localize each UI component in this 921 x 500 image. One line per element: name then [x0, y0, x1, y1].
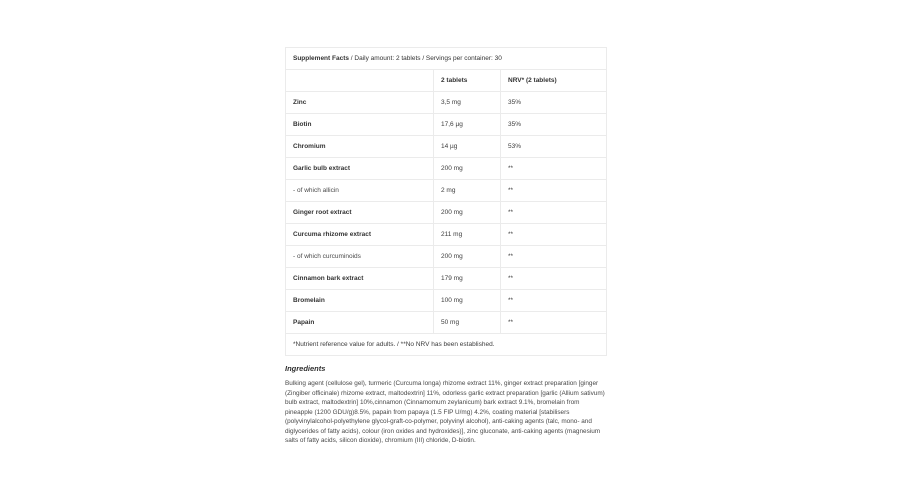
table-row-papain — [286, 312, 607, 334]
table-caption — [286, 48, 607, 70]
table-row-of-which-allicin — [286, 180, 607, 202]
nutrient-name: Bromelain — [286, 290, 434, 312]
amount-value: 100 mg — [434, 290, 501, 312]
table-row-ginger-root-extract — [286, 202, 607, 224]
nrv-value: 53% — [501, 136, 607, 158]
table-title: Supplement Facts — [293, 55, 349, 62]
table-row-curcuma-rhizome-extract — [286, 224, 607, 246]
header-amount-cell: 2 tablets — [434, 70, 501, 92]
nrv-value: ** — [501, 246, 607, 268]
amount-value: 200 mg — [434, 246, 501, 268]
table-footnote-row — [286, 334, 607, 356]
amount-value: 211 mg — [434, 224, 501, 246]
nutrient-name: - of which allicin — [286, 180, 434, 202]
nutrient-name: Chromium — [286, 136, 434, 158]
table-row-garlic-bulb-extract — [286, 158, 607, 180]
nutrient-name: Papain — [286, 312, 434, 334]
nutrient-name: Biotin — [286, 114, 434, 136]
nutrient-name: Zinc — [286, 92, 434, 114]
table-row-chromium — [286, 136, 607, 158]
amount-value: 14 µg — [434, 136, 501, 158]
nrv-value: ** — [501, 268, 607, 290]
table-row-zinc — [286, 92, 607, 114]
nrv-value: ** — [501, 290, 607, 312]
nrv-value: ** — [501, 202, 607, 224]
product-details-section — [285, 47, 606, 446]
nrv-value: 35% — [501, 92, 607, 114]
nutrient-name: Curcuma rhizome extract — [286, 224, 434, 246]
table-row-cinnamon-bark-extract — [286, 268, 607, 290]
amount-value: 200 mg — [434, 202, 501, 224]
table-row-biotin — [286, 114, 607, 136]
header-nrv-cell: NRV* (2 tablets) — [501, 70, 607, 92]
nrv-value: ** — [501, 180, 607, 202]
nrv-value: ** — [501, 224, 607, 246]
ingredients-text: Bulking agent (cellulose gel), turmeric (Curcuma longa) rhizome extract 11%, ginger extract preparation [ginger (Zingiber officinale) rhizome extract, maltodextrin] 11%, odorless garlic extract preparation [garlic (Allium sativum) bulb extract, maltodextrin] 10%,cinnamon (Cinnamomum zeylanicum) bark extract 9.1%, bromelain from pineapple (1200 GDU/g)8.5%, papain from papaya (1.5 FIP U/mg) 4.2%, coating material [stabilisers (polyvinylalcohol-polyethylene glycol-graft-co-polymer, polyvinyl alcohol), anti-caking agents (talc, mono- and diglycerides of fatty acids), colour (iron oxides and hydroxides)], zinc gluconate, anti-caking agents (magnesium salts of fatty acids, silicon dioxide), chromium (III) chloride, D-biotin. — [285, 380, 605, 444]
table-row-bromelain — [286, 290, 607, 312]
header-blank-cell — [286, 70, 434, 92]
table-caption-row — [286, 48, 607, 70]
amount-value: 17,6 µg — [434, 114, 501, 136]
nrv-value: ** — [501, 312, 607, 334]
table-header-row — [286, 70, 607, 92]
amount-value: 179 mg — [434, 268, 501, 290]
nrv-value: ** — [501, 158, 607, 180]
table-caption-suffix: / Daily amount: 2 tablets / Servings per container: 30 — [348, 55, 502, 62]
amount-value: 2 mg — [434, 180, 501, 202]
nutrient-name: Cinnamon bark extract — [286, 268, 434, 290]
amount-value: 50 mg — [434, 312, 501, 334]
table-footnote: *Nutrient reference value for adults. / **No NRV has been established. — [286, 334, 607, 356]
nutrient-name: - of which curcuminoids — [286, 246, 434, 268]
supplement-facts-table — [285, 47, 607, 356]
nutrient-name: Garlic bulb extract — [286, 158, 434, 180]
amount-value: 200 mg — [434, 158, 501, 180]
table-row-of-which-curcuminoids — [286, 246, 607, 268]
nrv-value: 35% — [501, 114, 607, 136]
nutrient-name: Ginger root extract — [286, 202, 434, 224]
ingredients-heading: Ingredients — [285, 364, 326, 373]
amount-value: 3,5 mg — [434, 92, 501, 114]
